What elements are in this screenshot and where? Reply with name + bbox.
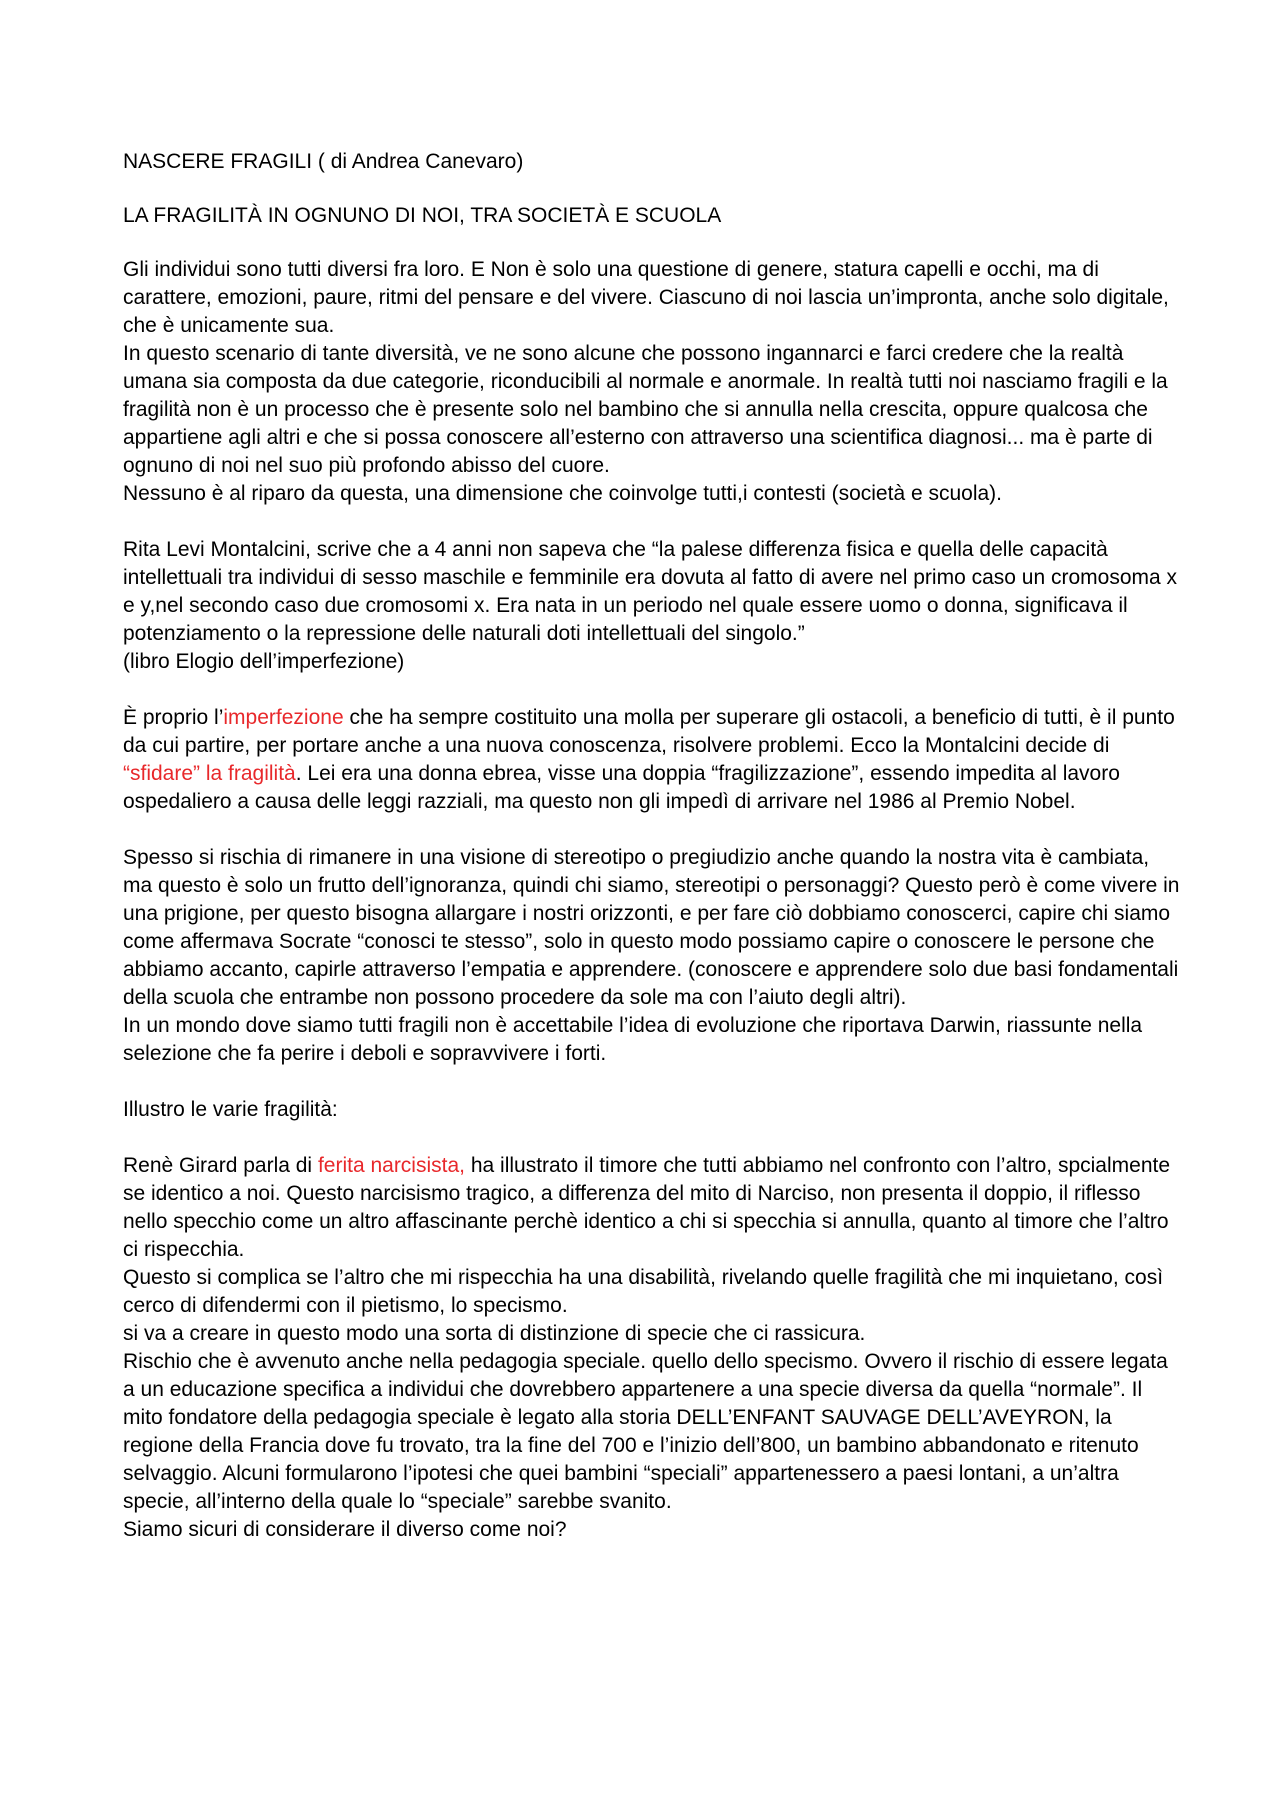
paragraph: Questo si complica se l’altro che mi rispecchia ha una disabilità, rivelando quelle fragilità che mi inquietano, così cerco di difendermi con il pietismo, lo specismo. [123, 1266, 1164, 1317]
highlight-sfidare-fragilita: “sfidare” la fragilità [123, 762, 296, 785]
section-stereotypes [123, 844, 1183, 1068]
paragraph: Spesso si rischia di rimanere in una visione di stereotipo o pregiudizio anche quando la nostra vita è cambiata, ma questo è solo un frutto dell’ignoranza, quindi chi siamo, stereotipi o personaggi? Questo però è come vivere in una prigione, per questo bisogna allargare i nostri orizzonti, e per fare ciò dobbiamo conoscerci, capire chi siamo come affermava Socrate “conosci te stesso”, solo in questo modo possiamo capire o conoscere le persone che abbiamo accanto, capirle attraverso l’empatia e apprendere. (conoscere e apprendere solo due basi fondamentali della scuola che entrambe non possono procedere da sole ma con l’aiuto degli altri). [123, 846, 1180, 1009]
paragraph: Illustro le varie fragilità: [123, 1098, 338, 1121]
text-run: Renè Girard parla di [123, 1154, 318, 1177]
highlight-imperfezione: imperfezione [223, 706, 344, 729]
paragraph: Nessuno è al riparo da questa, una dimensione che coinvolge tutti,i contesti (società e scuola). [123, 482, 1003, 505]
paragraph: In un mondo dove siamo tutti fragili non è accettabile l’idea di evoluzione che riportava Darwin, riassunte nella selezione che fa perire i deboli e sopravvivere i forti. [123, 1014, 1143, 1065]
quote-paragraph: Rita Levi Montalcini, scrive che a 4 anni non sapeva che “la palese differenza fisica e quella delle capacità intellettuali tra individui di sesso maschile e femminile era dovuta al fatto di avere nel primo caso un cromosoma x e y,nel secondo caso due cromosomi x. Era nata in un periodo nel quale essere uomo o donna, significava il potenziamento o la repressione delle naturali doti intellettuali del singolo.” [123, 538, 1177, 645]
paragraph: Gli individui sono tutti diversi fra loro. E Non è solo una questione di genere, statura capelli e occhi, ma di carattere, emozioni, paure, ritmi del pensare e del vivere. Ciascuno di noi lascia un’impronta, anche solo digitale, che è unicamente sua. [123, 258, 1169, 337]
section-imperfection [123, 704, 1183, 816]
section-montalcini-quote [123, 536, 1183, 676]
text-run: . Lei era una donna ebrea, visse una doppia “fragilizzazione”, essendo impedita al lavoro ospedaliero a causa delle leggi razziali, ma questo non gli impedì di arrivare nel 1986 al Premio Nobel. [123, 762, 1120, 813]
text-run: ha illustrato il timore che tutti abbiamo nel confronto con l’altro, spcialmente se identico a noi. Questo narcisismo tragico, a differenza del mito di Narciso, non presenta il doppio, il riflesso nello specchio come un altro affascinante perchè identico a chi si specchia si annulla, quanto al timore che l’altro ci rispecchia. [123, 1154, 1171, 1261]
paragraph: si va a creare in questo modo una sorta di distinzione di specie che ci rassicura. [123, 1322, 866, 1345]
section-diversity [123, 256, 1183, 508]
section-fragilities-intro [123, 1096, 1183, 1124]
closing-question: Siamo sicuri di considerare il diverso come noi? [123, 1518, 567, 1541]
text-run: che ha sempre costituito una molla per superare gli ostacoli, a beneficio di tutti, è il punto da cui partire, per portare anche a una nuova conoscenza, risolvere problemi. Ecco la Montalcini decide di [123, 706, 1175, 757]
paragraph: Rischio che è avvenuto anche nella pedagogia speciale. quello dello specismo. Ovvero il rischio di essere legata a un educazione specifica a individui che dovrebbero appartenere a una specie diversa da quella “normale”. Il mito fondatore della pedagogia speciale è legato alla storia DELL’ENFANT SAUVAGE DELL’AVEYRON, la regione della Francia dove fu trovato, tra la fine del 700 e l’inizio dell’800, un bambino abbandonato e ritenuto selvaggio. Alcuni formularono l’ipotesi che quei bambini “speciali” appartenessero a paesi lontani, a un’altra specie, all’interno della quale lo “speciale” sarebbe svanito. [123, 1350, 1168, 1513]
book-citation: (libro Elogio dell’imperfezione) [123, 650, 405, 673]
highlight-ferita-narcisista: ferita narcisista, [317, 1154, 465, 1177]
document-subtitle: LA FRAGILITÀ IN OGNUNO DI NOI, TRA SOCIETÀ E SCUOLA [123, 204, 722, 227]
paragraph [123, 1152, 1183, 1264]
paragraph [123, 704, 1183, 816]
document-page [123, 148, 1183, 1544]
section-girard [123, 1152, 1183, 1544]
paragraph: In questo scenario di tante diversità, ve ne sono alcune che possono ingannarci e farci credere che la realtà umana sia composta da due categorie, riconducibili al normale e anormale. In realtà tutti noi nasciamo fragili e la fragilità non è un processo che è presente solo nel bambino che si annulla nella crescita, oppure qualcosa che appartiene agli altri e che si possa conoscere all’esterno con attraverso una scientifica diagnosi... ma è parte di ognuno di noi nel suo più profondo abisso del cuore. [123, 342, 1168, 477]
text-run: È proprio l’ [123, 706, 224, 729]
document-title: NASCERE FRAGILI ( di Andrea Canevaro) [123, 150, 524, 173]
